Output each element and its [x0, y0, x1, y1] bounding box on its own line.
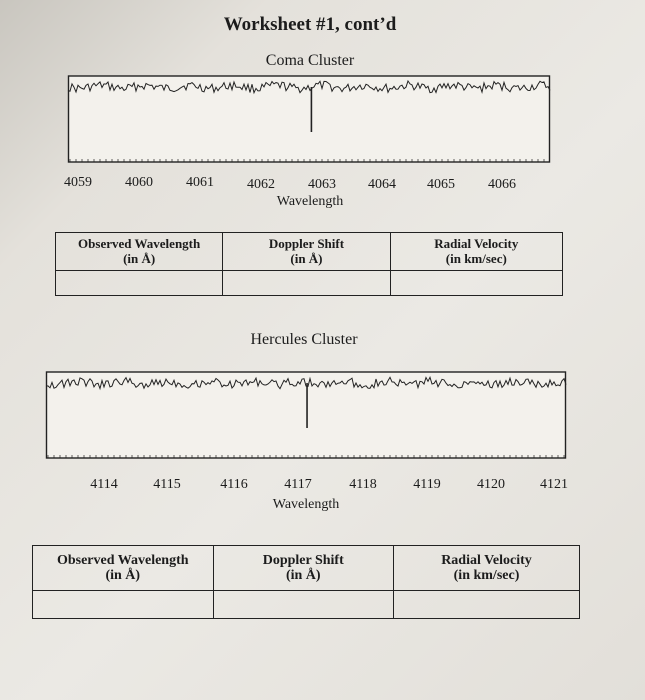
header-unit: (in km/sec) [453, 568, 520, 583]
radial-velocity-header [390, 233, 562, 271]
table-row [33, 591, 580, 619]
observed-wavelength-cell[interactable] [33, 591, 214, 619]
observed-wavelength-cell[interactable] [56, 271, 223, 296]
hercules-tick-label: 4114 [90, 477, 118, 492]
hercules-spectrum-plot [46, 368, 566, 466]
coma-tick-label: 4063 [308, 177, 336, 192]
coma-tick-label: 4064 [368, 177, 396, 192]
hercules-cluster-title: Hercules Cluster [250, 331, 358, 348]
table-header-row [33, 546, 580, 591]
doppler-shift-header [213, 546, 394, 591]
header-unit: (in Å) [123, 250, 156, 266]
coma-cluster-title: Coma Cluster [265, 52, 355, 69]
coma-tick-label: 4059 [64, 175, 92, 190]
radial-velocity-header [394, 546, 580, 591]
header-unit: (in Å) [290, 250, 323, 266]
doppler-shift-cell[interactable] [213, 591, 394, 619]
coma-results-table [55, 232, 563, 296]
coma-tick-label: 4061 [186, 175, 214, 190]
observed-wavelength-header [33, 546, 214, 591]
header-unit: (in km/sec) [445, 250, 507, 266]
coma-axis-label: Wavelength [276, 194, 344, 209]
table-row [56, 271, 563, 296]
coma-tick-label: 4060 [125, 175, 153, 190]
hercules-tick-label: 4117 [284, 477, 312, 492]
observed-wavelength-header [56, 233, 223, 271]
radial-velocity-cell[interactable] [390, 271, 562, 296]
hercules-results-table [32, 545, 580, 619]
table-header-row [56, 233, 563, 271]
hercules-tick-label: 4115 [153, 477, 181, 492]
hercules-tick-label: 4120 [477, 477, 505, 492]
hercules-tick-label: 4118 [349, 477, 377, 492]
header-line: Radial Velocity [441, 552, 532, 568]
hercules-axis-label: Wavelength [272, 497, 340, 512]
header-unit: (in Å) [105, 568, 141, 583]
header-line: Doppler Shift [262, 552, 344, 568]
coma-spectrum-plot [68, 72, 550, 170]
header-line: Radial Velocity [434, 236, 519, 252]
coma-tick-label: 4066 [488, 177, 516, 192]
header-unit: (in Å) [285, 568, 321, 583]
radial-velocity-cell[interactable] [394, 591, 580, 619]
hercules-tick-label: 4119 [413, 477, 441, 492]
header-line: Doppler Shift [268, 236, 345, 252]
coma-tick-label: 4065 [427, 177, 455, 192]
hercules-tick-label: 4116 [220, 477, 248, 492]
header-line: Observed Wavelength [56, 552, 189, 568]
hercules-tick-label: 4121 [540, 477, 568, 492]
coma-spectrum [68, 72, 550, 170]
page-title: Worksheet #1, cont’d [223, 14, 397, 35]
header-line: Observed Wavelength [78, 236, 201, 252]
doppler-shift-header [223, 233, 390, 271]
hercules-spectrum [46, 368, 566, 466]
doppler-shift-cell[interactable] [223, 271, 390, 296]
coma-tick-label: 4062 [247, 177, 275, 192]
